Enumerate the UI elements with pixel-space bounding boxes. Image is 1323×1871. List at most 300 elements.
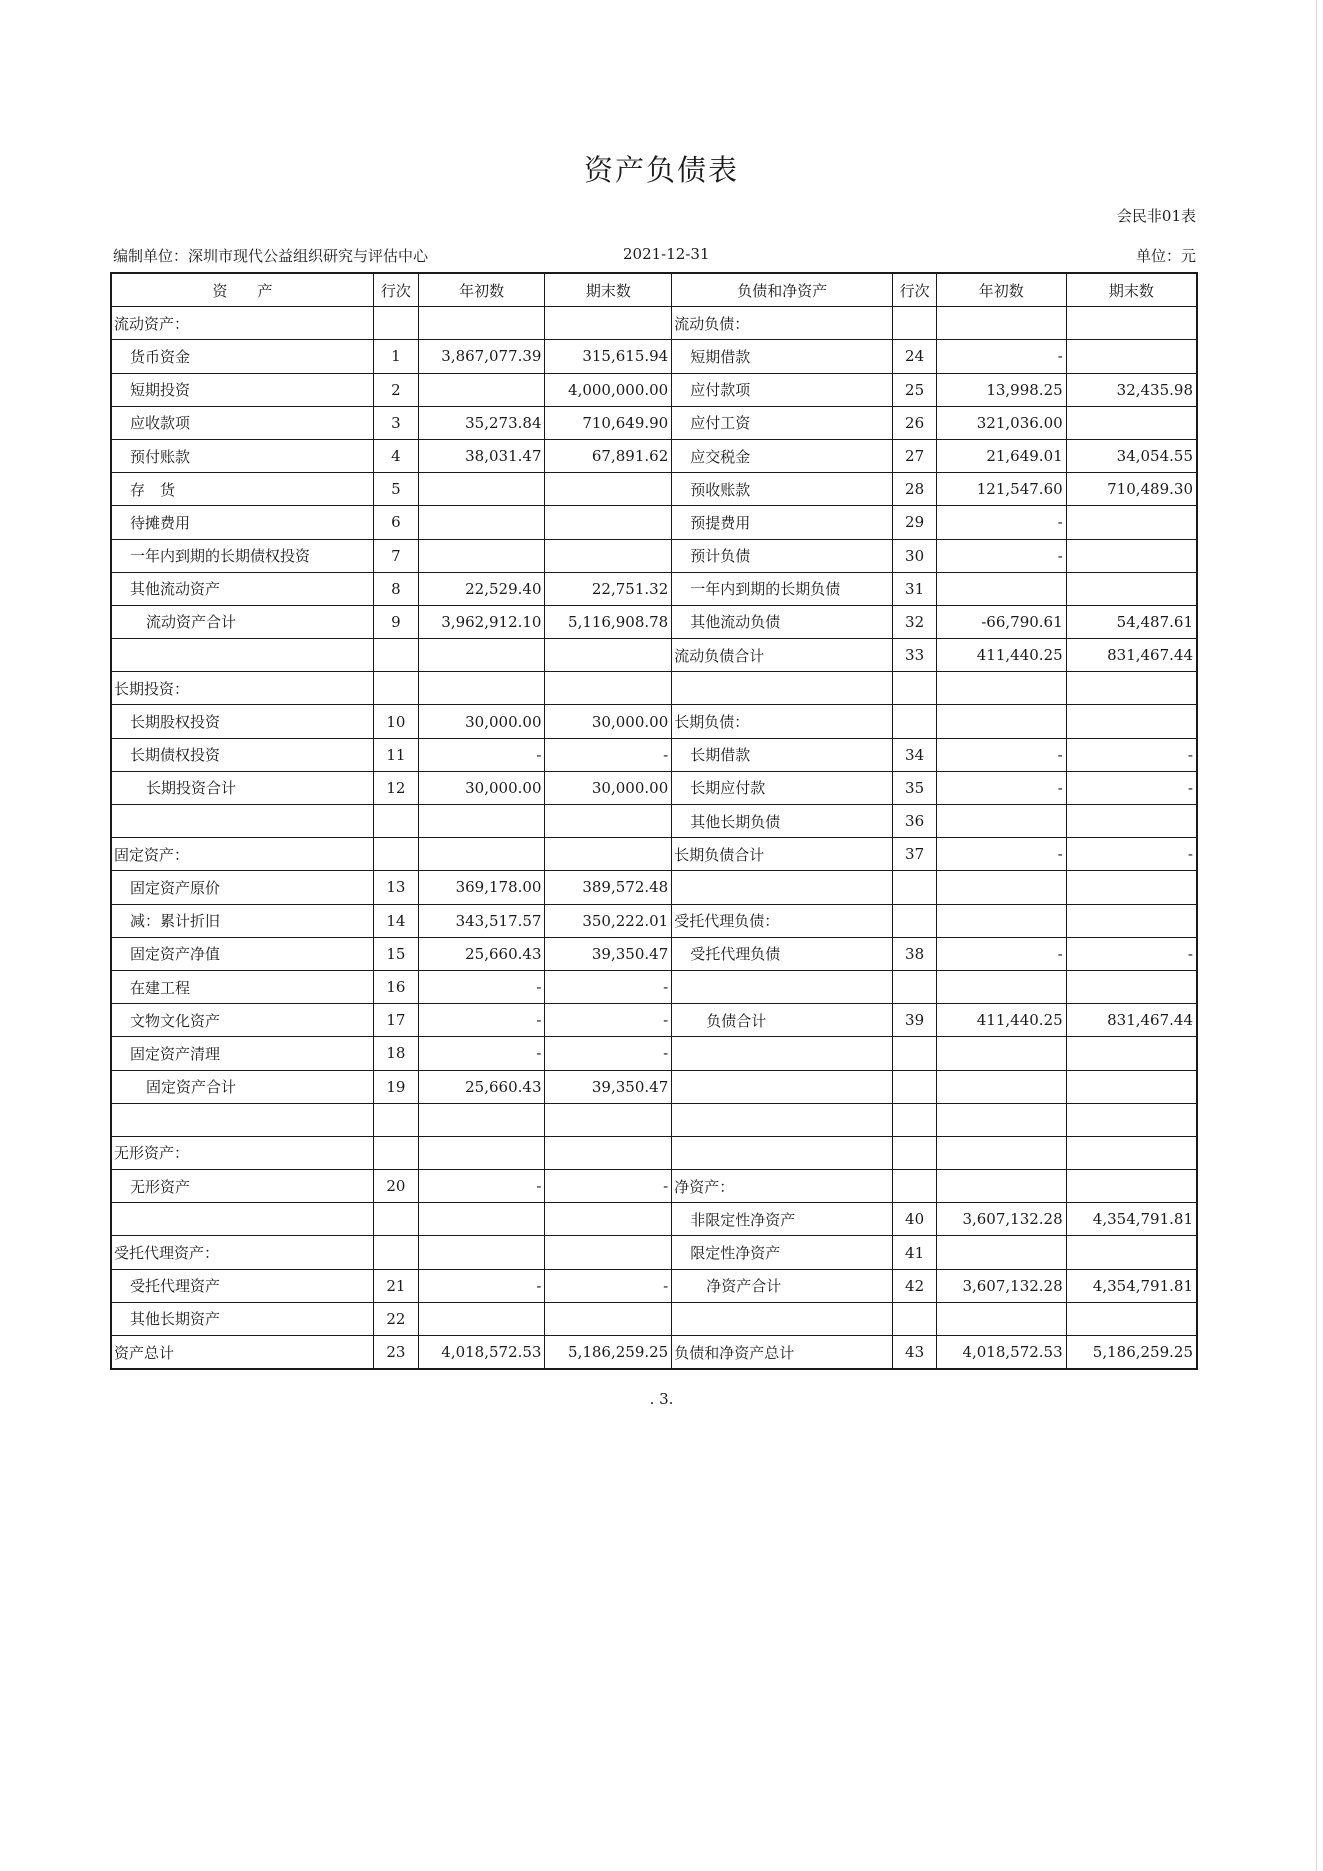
asset-line-no [374, 1236, 419, 1269]
table-row [111, 1004, 1197, 1037]
table-row [111, 473, 1197, 506]
asset-begin-value [418, 1203, 545, 1236]
asset-end-value: 30,000.00 [545, 705, 672, 738]
liability-item: 应付款项 [672, 373, 893, 406]
asset-begin-value [418, 1136, 545, 1169]
asset-item [111, 1203, 374, 1236]
liability-end-value [1066, 805, 1197, 838]
liability-line-no: 37 [893, 838, 937, 871]
asset-item: 减：累计折旧 [111, 904, 374, 937]
asset-begin-value [418, 539, 545, 572]
asset-end-value [545, 805, 672, 838]
liability-begin-value [936, 1302, 1066, 1335]
asset-line-no: 6 [374, 506, 419, 539]
liability-begin-value [936, 1236, 1066, 1269]
liability-line-no: 24 [893, 340, 937, 373]
table-row [111, 1103, 1197, 1136]
asset-begin-value [418, 639, 545, 672]
liability-end-value [1066, 572, 1197, 605]
liability-line-no [893, 970, 937, 1003]
liability-line-no [893, 705, 937, 738]
asset-line-no [374, 805, 419, 838]
asset-item: 长期投资： [111, 672, 374, 705]
asset-line-no [374, 838, 419, 871]
asset-item: 受托代理资产 [111, 1269, 374, 1302]
liability-begin-value [936, 805, 1066, 838]
asset-item: 长期投资合计 [111, 771, 374, 804]
asset-item: 固定资产合计 [111, 1070, 374, 1103]
asset-begin-value: 369,178.00 [418, 871, 545, 904]
liability-item [672, 1070, 893, 1103]
table-row [111, 1269, 1197, 1302]
asset-end-value: - [545, 1269, 672, 1302]
asset-end-value: 67,891.62 [545, 439, 672, 472]
asset-begin-value [418, 307, 545, 340]
liability-line-no [893, 1136, 937, 1169]
table-row [111, 738, 1197, 771]
asset-line-no: 10 [374, 705, 419, 738]
asset-end-value [545, 473, 672, 506]
table-row [111, 1037, 1197, 1070]
asset-item: 固定资产： [111, 838, 374, 871]
liability-end-value [1066, 705, 1197, 738]
table-row [111, 406, 1197, 439]
header-end: 期末数 [545, 273, 672, 307]
liability-begin-value: 13,998.25 [936, 373, 1066, 406]
asset-begin-value: - [418, 1170, 545, 1203]
asset-item: 固定资产清理 [111, 1037, 374, 1070]
liability-end-value [1066, 1236, 1197, 1269]
asset-line-no [374, 672, 419, 705]
table-row [111, 1136, 1197, 1169]
liability-line-no: 34 [893, 738, 937, 771]
liability-item: 长期借款 [672, 738, 893, 771]
liability-item: 长期负债合计 [672, 838, 893, 871]
asset-end-value: 5,116,908.78 [545, 605, 672, 638]
liability-item: 预计负债 [672, 539, 893, 572]
liability-line-no: 42 [893, 1269, 937, 1302]
asset-item: 其他长期资产 [111, 1302, 374, 1335]
liability-end-value [1066, 1037, 1197, 1070]
liability-item [672, 1136, 893, 1169]
liability-line-no: 33 [893, 639, 937, 672]
liability-end-value [1066, 506, 1197, 539]
asset-line-no: 15 [374, 937, 419, 970]
asset-item: 存 货 [111, 473, 374, 506]
liability-line-no [893, 904, 937, 937]
liability-line-no [893, 1070, 937, 1103]
form-code: 会民非01表 [1116, 207, 1196, 225]
liability-begin-value: 4,018,572.53 [936, 1336, 1066, 1370]
liability-end-value: 4,354,791.81 [1066, 1269, 1197, 1302]
table-row [111, 539, 1197, 572]
liability-item: 其他流动负债 [672, 605, 893, 638]
header-asset: 资 产 [111, 273, 374, 307]
table-row [111, 1170, 1197, 1203]
document-title: 资产负债表 [583, 153, 739, 187]
table-row [111, 373, 1197, 406]
asset-end-value: - [545, 970, 672, 1003]
asset-begin-value [418, 838, 545, 871]
liability-line-no: 35 [893, 771, 937, 804]
table-row [111, 639, 1197, 672]
asset-line-no: 4 [374, 439, 419, 472]
liability-item [672, 1037, 893, 1070]
asset-begin-value: 38,031.47 [418, 439, 545, 472]
liability-end-value [1066, 406, 1197, 439]
liability-line-no [893, 871, 937, 904]
liability-item: 流动负债： [672, 307, 893, 340]
header-line2: 行次 [893, 273, 937, 307]
asset-end-value: 4,000,000.00 [545, 373, 672, 406]
asset-item: 短期投资 [111, 373, 374, 406]
liability-begin-value [936, 1070, 1066, 1103]
asset-end-value [545, 1236, 672, 1269]
liability-begin-value [936, 904, 1066, 937]
liability-item: 预提费用 [672, 506, 893, 539]
asset-item: 文物文化资产 [111, 1004, 374, 1037]
liability-end-value [1066, 340, 1197, 373]
asset-line-no: 18 [374, 1037, 419, 1070]
liability-begin-value: - [936, 340, 1066, 373]
table-row [111, 1203, 1197, 1236]
liability-end-value: 32,435.98 [1066, 373, 1197, 406]
asset-begin-value: - [418, 970, 545, 1003]
asset-line-no: 22 [374, 1302, 419, 1335]
liability-end-value [1066, 307, 1197, 340]
liability-item [672, 1103, 893, 1136]
asset-item: 长期债权投资 [111, 738, 374, 771]
asset-end-value: - [545, 1037, 672, 1070]
asset-begin-value [418, 1302, 545, 1335]
asset-begin-value: - [418, 738, 545, 771]
liability-line-no [893, 672, 937, 705]
asset-end-value [545, 1203, 672, 1236]
table-row [111, 605, 1197, 638]
liability-line-no: 27 [893, 439, 937, 472]
asset-line-no: 14 [374, 904, 419, 937]
asset-end-value: 5,186,259.25 [545, 1336, 672, 1370]
header-row [111, 273, 1197, 307]
liability-item: 长期应付款 [672, 771, 893, 804]
asset-begin-value: 4,018,572.53 [418, 1336, 545, 1370]
asset-item: 待摊费用 [111, 506, 374, 539]
asset-line-no [374, 307, 419, 340]
liability-item: 流动负债合计 [672, 639, 893, 672]
asset-line-no: 21 [374, 1269, 419, 1302]
table-row [111, 506, 1197, 539]
liability-begin-value [936, 1136, 1066, 1169]
liability-item [672, 1302, 893, 1335]
page-number: . 3. [649, 1390, 674, 1408]
liability-begin-value: 3,607,132.28 [936, 1203, 1066, 1236]
liability-begin-value: - [936, 937, 1066, 970]
asset-item: 受托代理资产： [111, 1236, 374, 1269]
asset-item: 流动资产合计 [111, 605, 374, 638]
liability-item: 其他长期负债 [672, 805, 893, 838]
asset-begin-value: 30,000.00 [418, 705, 545, 738]
asset-item: 资产总计 [111, 1336, 374, 1370]
liability-begin-value [936, 572, 1066, 605]
asset-begin-value [418, 672, 545, 705]
asset-end-value [545, 539, 672, 572]
liability-item [672, 871, 893, 904]
asset-begin-value [418, 473, 545, 506]
asset-end-value [545, 1103, 672, 1136]
asset-line-no: 20 [374, 1170, 419, 1203]
table-row [111, 572, 1197, 605]
asset-line-no: 17 [374, 1004, 419, 1037]
asset-item: 流动资产： [111, 307, 374, 340]
liability-line-no: 41 [893, 1236, 937, 1269]
liability-item: 短期借款 [672, 340, 893, 373]
liability-begin-value [936, 705, 1066, 738]
asset-begin-value [418, 1236, 545, 1269]
asset-end-value [545, 672, 672, 705]
asset-line-no: 8 [374, 572, 419, 605]
liability-begin-value [936, 672, 1066, 705]
liability-end-value: 831,467.44 [1066, 1004, 1197, 1037]
table-row [111, 340, 1197, 373]
liability-item: 受托代理负债： [672, 904, 893, 937]
liability-begin-value: 411,440.25 [936, 639, 1066, 672]
liability-line-no [893, 1037, 937, 1070]
asset-line-no: 9 [374, 605, 419, 638]
asset-end-value: - [545, 1004, 672, 1037]
liability-end-value: 34,054.55 [1066, 439, 1197, 472]
asset-item: 无形资产 [111, 1170, 374, 1203]
liability-end-value: - [1066, 838, 1197, 871]
liability-end-value [1066, 1302, 1197, 1335]
liability-begin-value [936, 970, 1066, 1003]
header-line: 行次 [374, 273, 419, 307]
asset-item: 一年内到期的长期债权投资 [111, 539, 374, 572]
asset-begin-value: 25,660.43 [418, 1070, 545, 1103]
liability-end-value [1066, 970, 1197, 1003]
asset-end-value [545, 1302, 672, 1335]
liability-begin-value [936, 1170, 1066, 1203]
asset-item: 其他流动资产 [111, 572, 374, 605]
liability-line-no: 32 [893, 605, 937, 638]
liability-item: 受托代理负债 [672, 937, 893, 970]
liability-item: 一年内到期的长期负债 [672, 572, 893, 605]
asset-begin-value: - [418, 1004, 545, 1037]
asset-line-no: 16 [374, 970, 419, 1003]
asset-begin-value [418, 1103, 545, 1136]
asset-item [111, 639, 374, 672]
reporting-unit: 编制单位：深圳市现代公益组织研究与评估中心 [113, 247, 429, 265]
asset-begin-value: 30,000.00 [418, 771, 545, 804]
table-row [111, 1070, 1197, 1103]
asset-end-value: 315,615.94 [545, 340, 672, 373]
liability-end-value: - [1066, 937, 1197, 970]
liability-item: 净资产合计 [672, 1269, 893, 1302]
asset-end-value: 22,751.32 [545, 572, 672, 605]
asset-line-no: 3 [374, 406, 419, 439]
liability-item: 应交税金 [672, 439, 893, 472]
table-row [111, 307, 1197, 340]
asset-end-value [545, 307, 672, 340]
table-row [111, 970, 1197, 1003]
liability-line-no: 43 [893, 1336, 937, 1370]
asset-line-no: 23 [374, 1336, 419, 1370]
liability-end-value: 54,487.61 [1066, 605, 1197, 638]
table-row [111, 1302, 1197, 1335]
liability-end-value: 710,489.30 [1066, 473, 1197, 506]
asset-end-value [545, 1136, 672, 1169]
asset-line-no: 19 [374, 1070, 419, 1103]
liability-end-value [1066, 871, 1197, 904]
liability-line-no: 40 [893, 1203, 937, 1236]
liability-item: 净资产： [672, 1170, 893, 1203]
liability-begin-value: 121,547.60 [936, 473, 1066, 506]
asset-begin-value: - [418, 1269, 545, 1302]
asset-begin-value: 343,517.57 [418, 904, 545, 937]
header-begin: 年初数 [418, 273, 545, 307]
table-row [111, 672, 1197, 705]
balance-sheet-table [110, 272, 1198, 1370]
header-begin2: 年初数 [936, 273, 1066, 307]
liability-begin-value: - [936, 539, 1066, 572]
liability-end-value: - [1066, 738, 1197, 771]
asset-item [111, 805, 374, 838]
asset-begin-value [418, 506, 545, 539]
liability-item: 负债和净资产总计 [672, 1336, 893, 1370]
liability-begin-value [936, 307, 1066, 340]
liability-end-value [1066, 1103, 1197, 1136]
asset-begin-value: - [418, 1037, 545, 1070]
asset-item: 长期股权投资 [111, 705, 374, 738]
asset-item: 固定资产原价 [111, 871, 374, 904]
liability-item: 非限定性净资产 [672, 1203, 893, 1236]
liability-item: 预收账款 [672, 473, 893, 506]
liability-end-value [1066, 1170, 1197, 1203]
asset-line-no [374, 1136, 419, 1169]
asset-begin-value: 22,529.40 [418, 572, 545, 605]
liability-end-value [1066, 672, 1197, 705]
meta-row [111, 245, 1196, 265]
liability-end-value [1066, 1070, 1197, 1103]
table-row [111, 1336, 1197, 1370]
liability-begin-value: - [936, 738, 1066, 771]
liability-line-no [893, 1302, 937, 1335]
liability-item [672, 970, 893, 1003]
table-row [111, 439, 1197, 472]
asset-line-no: 5 [374, 473, 419, 506]
asset-item: 在建工程 [111, 970, 374, 1003]
liability-begin-value: - [936, 838, 1066, 871]
asset-begin-value: 3,867,077.39 [418, 340, 545, 373]
asset-line-no [374, 1203, 419, 1236]
liability-begin-value: - [936, 771, 1066, 804]
liability-begin-value [936, 871, 1066, 904]
liability-line-no: 39 [893, 1004, 937, 1037]
report-date: 2021-12-31 [623, 245, 710, 263]
asset-begin-value: 35,273.84 [418, 406, 545, 439]
liability-item: 限定性净资产 [672, 1236, 893, 1269]
asset-item: 固定资产净值 [111, 937, 374, 970]
asset-end-value: 350,222.01 [545, 904, 672, 937]
liability-line-no: 38 [893, 937, 937, 970]
liability-item: 应付工资 [672, 406, 893, 439]
page-edge [1316, 0, 1317, 1871]
asset-begin-value [418, 805, 545, 838]
table-row [111, 937, 1197, 970]
liability-begin-value [936, 1103, 1066, 1136]
table-row [111, 1236, 1197, 1269]
liability-line-no: 28 [893, 473, 937, 506]
liability-item: 负债合计 [672, 1004, 893, 1037]
asset-item: 货币资金 [111, 340, 374, 373]
asset-begin-value: 25,660.43 [418, 937, 545, 970]
liability-item: 长期负债： [672, 705, 893, 738]
liability-line-no: 26 [893, 406, 937, 439]
liability-item [672, 672, 893, 705]
liability-end-value [1066, 904, 1197, 937]
asset-end-value [545, 639, 672, 672]
asset-item: 无形资产： [111, 1136, 374, 1169]
liability-end-value [1066, 1136, 1197, 1169]
asset-end-value: 30,000.00 [545, 771, 672, 804]
liability-end-value: 4,354,791.81 [1066, 1203, 1197, 1236]
asset-end-value: 710,649.90 [545, 406, 672, 439]
liability-begin-value: -66,790.61 [936, 605, 1066, 638]
asset-line-no [374, 1103, 419, 1136]
liability-begin-value: - [936, 506, 1066, 539]
liability-begin-value [936, 1037, 1066, 1070]
liability-line-no [893, 1170, 937, 1203]
asset-line-no: 1 [374, 340, 419, 373]
asset-end-value [545, 506, 672, 539]
asset-line-no: 7 [374, 539, 419, 572]
asset-begin-value: 3,962,912.10 [418, 605, 545, 638]
table-body [111, 307, 1197, 1370]
liability-begin-value: 321,036.00 [936, 406, 1066, 439]
asset-item: 预付账款 [111, 439, 374, 472]
table-row [111, 705, 1197, 738]
liability-begin-value: 3,607,132.28 [936, 1269, 1066, 1302]
asset-line-no: 2 [374, 373, 419, 406]
asset-end-value: 39,350.47 [545, 937, 672, 970]
table-row [111, 805, 1197, 838]
asset-line-no: 11 [374, 738, 419, 771]
liability-line-no: 29 [893, 506, 937, 539]
liability-end-value [1066, 539, 1197, 572]
asset-item: 应收款项 [111, 406, 374, 439]
table-row [111, 871, 1197, 904]
liability-line-no: 31 [893, 572, 937, 605]
liability-line-no: 25 [893, 373, 937, 406]
liability-begin-value: 21,649.01 [936, 439, 1066, 472]
asset-line-no [374, 639, 419, 672]
liability-line-no: 30 [893, 539, 937, 572]
asset-line-no: 12 [374, 771, 419, 804]
asset-end-value: 39,350.47 [545, 1070, 672, 1103]
asset-end-value: - [545, 738, 672, 771]
asset-item [111, 1103, 374, 1136]
liability-line-no: 36 [893, 805, 937, 838]
asset-line-no: 13 [374, 871, 419, 904]
liability-line-no [893, 1103, 937, 1136]
header-liability: 负债和净资产 [672, 273, 893, 307]
liability-end-value: - [1066, 771, 1197, 804]
currency-unit: 单位：元 [1135, 247, 1196, 265]
table-row [111, 838, 1197, 871]
liability-begin-value: 411,440.25 [936, 1004, 1066, 1037]
table-row [111, 904, 1197, 937]
asset-begin-value [418, 373, 545, 406]
header-end2: 期末数 [1066, 273, 1197, 307]
